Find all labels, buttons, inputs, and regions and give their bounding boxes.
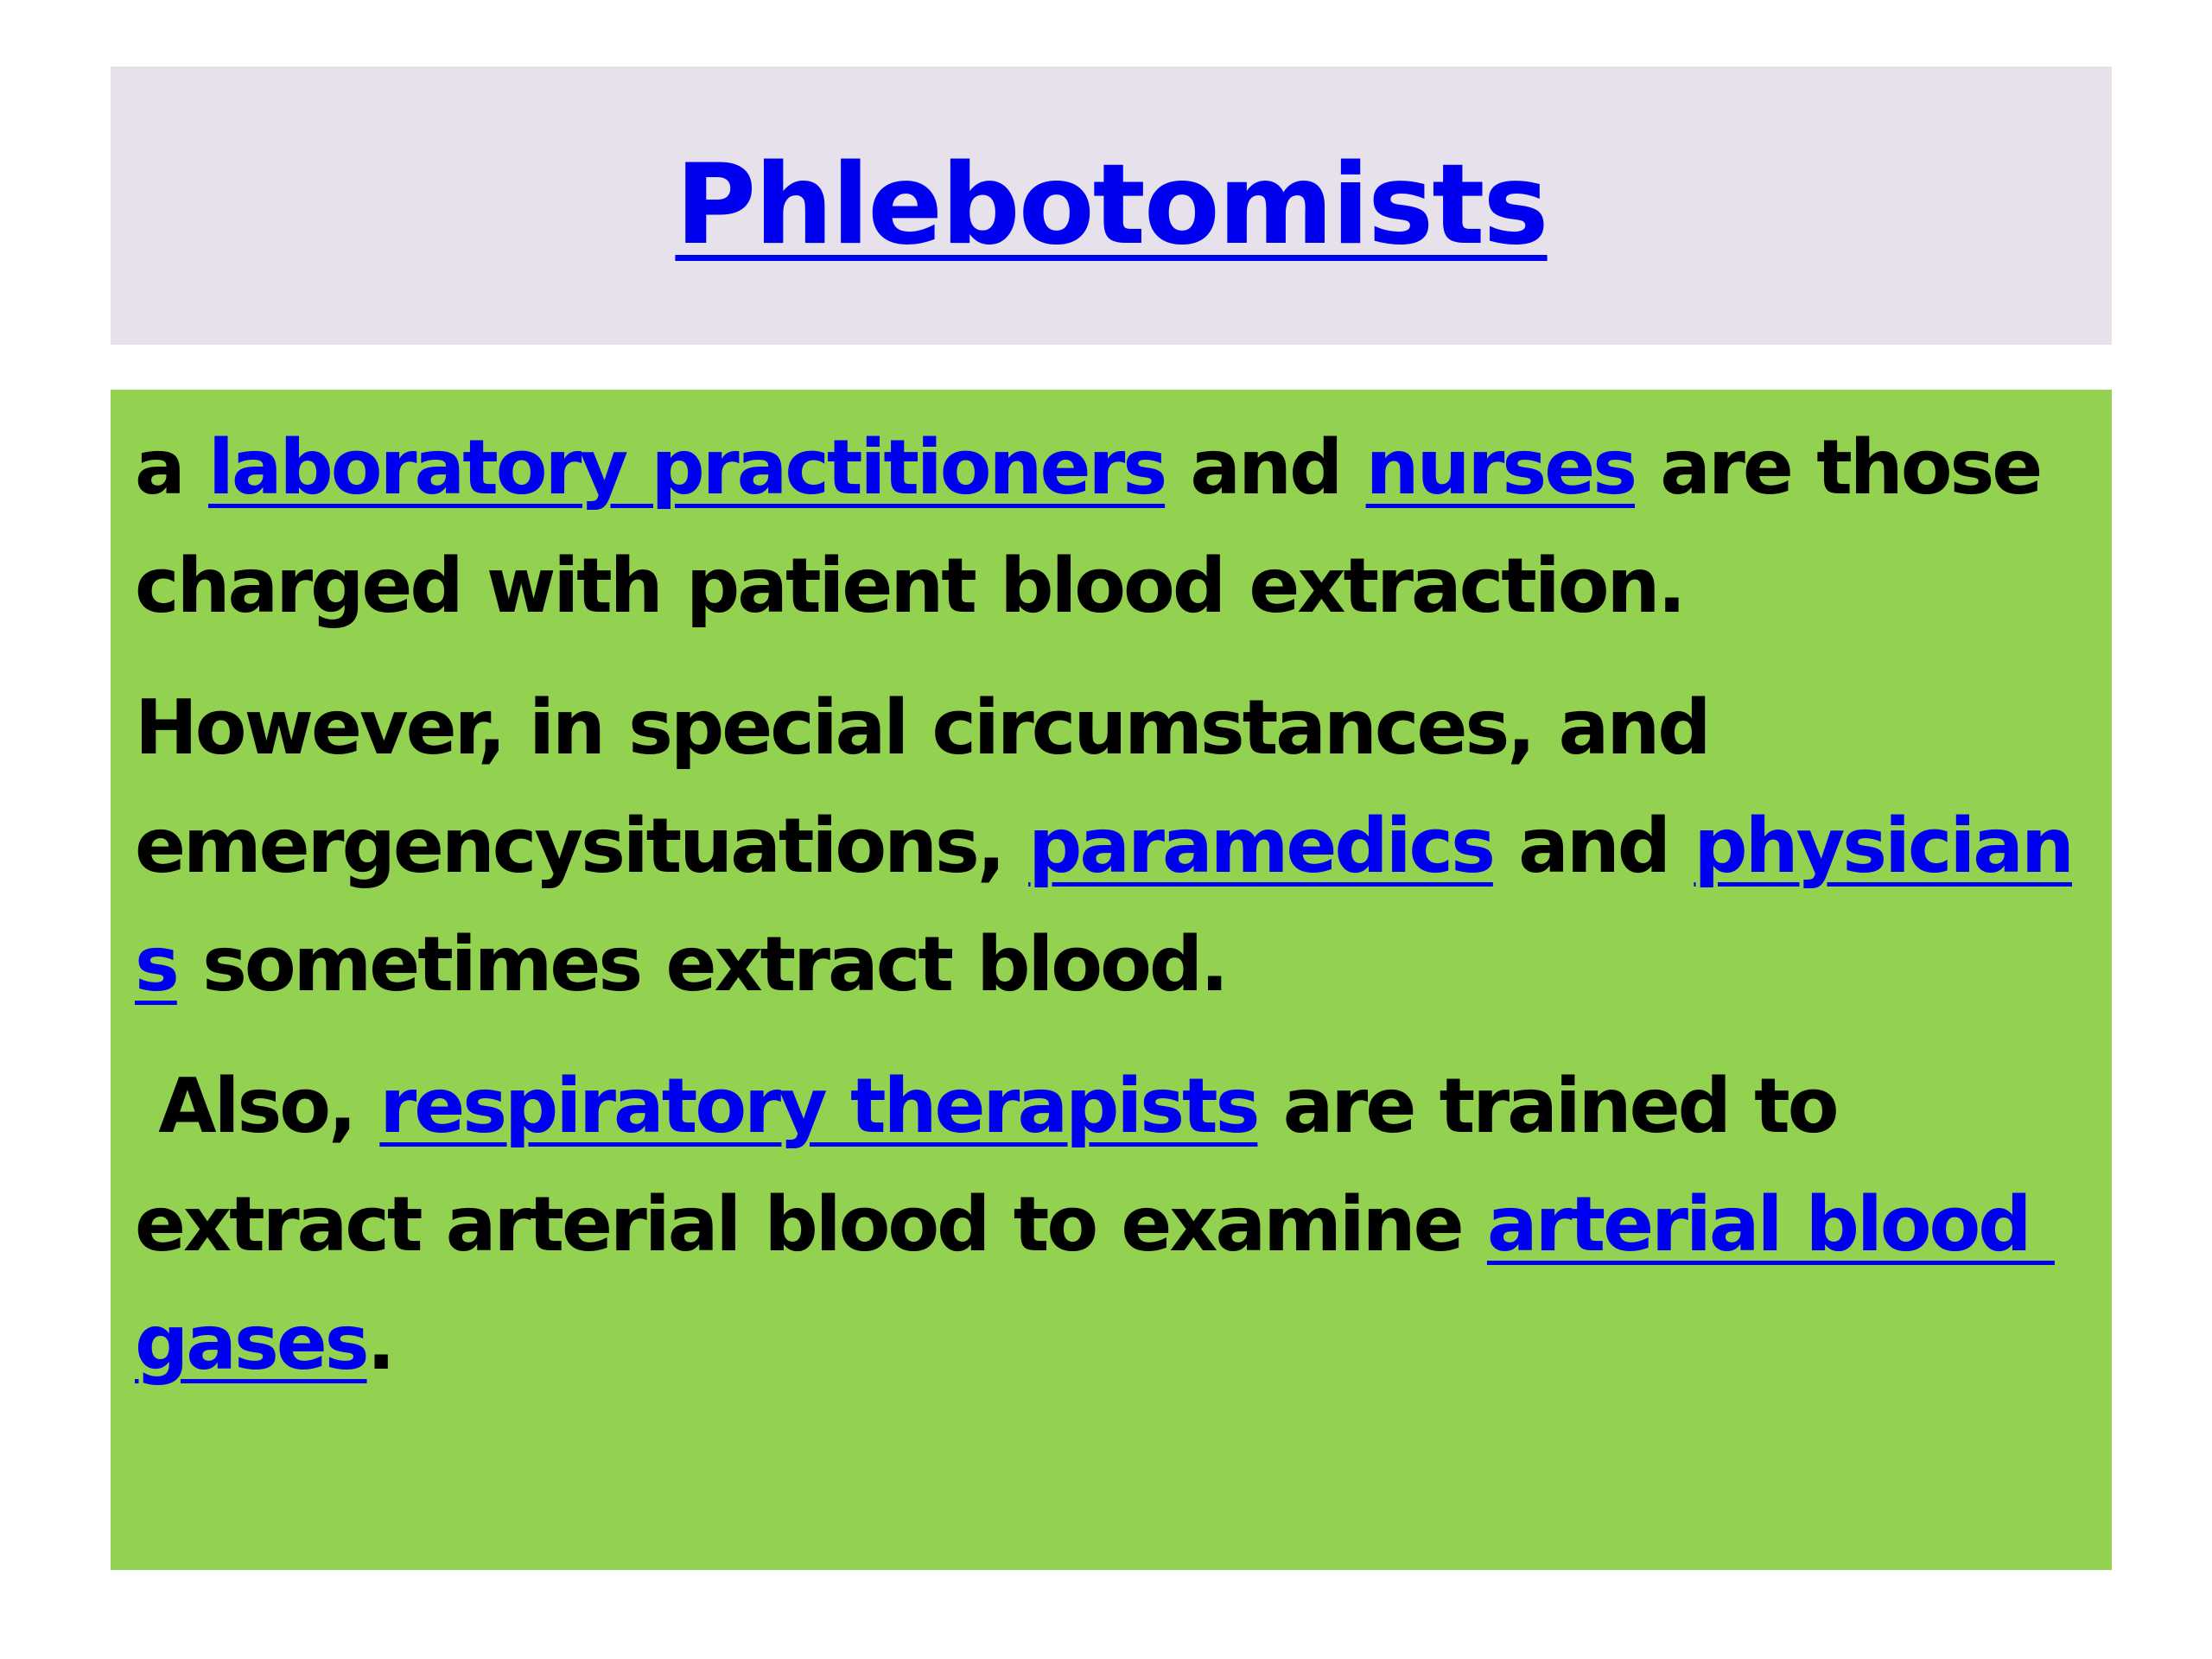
slide-body-text — [135, 409, 2113, 1426]
text-and-2: and — [1492, 802, 1694, 890]
physicians-link-part-1[interactable]: physician — [1694, 802, 2072, 890]
paragraph-3-line-3 — [135, 1284, 2113, 1402]
arterial-blood-gases-link-part-2[interactable]: gases — [135, 1299, 367, 1387]
text-emergency-situations: emergencysituations, — [135, 802, 1029, 890]
paragraph-3 — [135, 1047, 2113, 1402]
paragraph-3-line-2 — [135, 1166, 2113, 1284]
paragraph-2-line-3 — [135, 906, 2113, 1024]
text-also: Also, — [135, 1062, 380, 1150]
slide-title-box — [111, 67, 2112, 345]
respiratory-therapists-link[interactable]: respiratory therapists — [379, 1062, 1258, 1150]
text-are-trained-to: are trained to — [1257, 1062, 1837, 1150]
paragraph-2-line-1: However, in special circumstances, and — [135, 683, 1709, 772]
slide-title-link[interactable]: Phlebotomists — [675, 141, 1548, 270]
text-a: a — [135, 423, 208, 512]
laboratory-practitioners-link[interactable]: laboratory practitioners — [208, 423, 1166, 512]
arterial-blood-gases-link-part-1[interactable]: arterial blood — [1486, 1180, 2055, 1268]
text-extract-arterial-blood: extract arterial blood to examine — [135, 1180, 1487, 1268]
nurses-link[interactable]: nurses — [1365, 423, 1635, 512]
paragraph-1-line-1 — [135, 409, 2113, 527]
paragraph-2-line-2 — [135, 787, 2113, 906]
paragraph-3-line-1 — [135, 1047, 2113, 1166]
physicians-link-part-2[interactable]: s — [135, 920, 177, 1008]
paragraph-1-line-2: charged with patient blood extraction. — [135, 542, 1684, 630]
text-are-those: are those — [1635, 423, 2041, 512]
paramedics-link[interactable]: paramedics — [1028, 802, 1493, 890]
paragraph-1 — [135, 409, 2113, 645]
text-and: and — [1165, 423, 1366, 512]
text-sometimes-extract-blood: sometimes extract blood. — [176, 920, 1227, 1008]
slide-content-box — [111, 390, 2112, 1570]
text-period: . — [366, 1299, 393, 1387]
paragraph-2 — [135, 669, 2113, 1024]
